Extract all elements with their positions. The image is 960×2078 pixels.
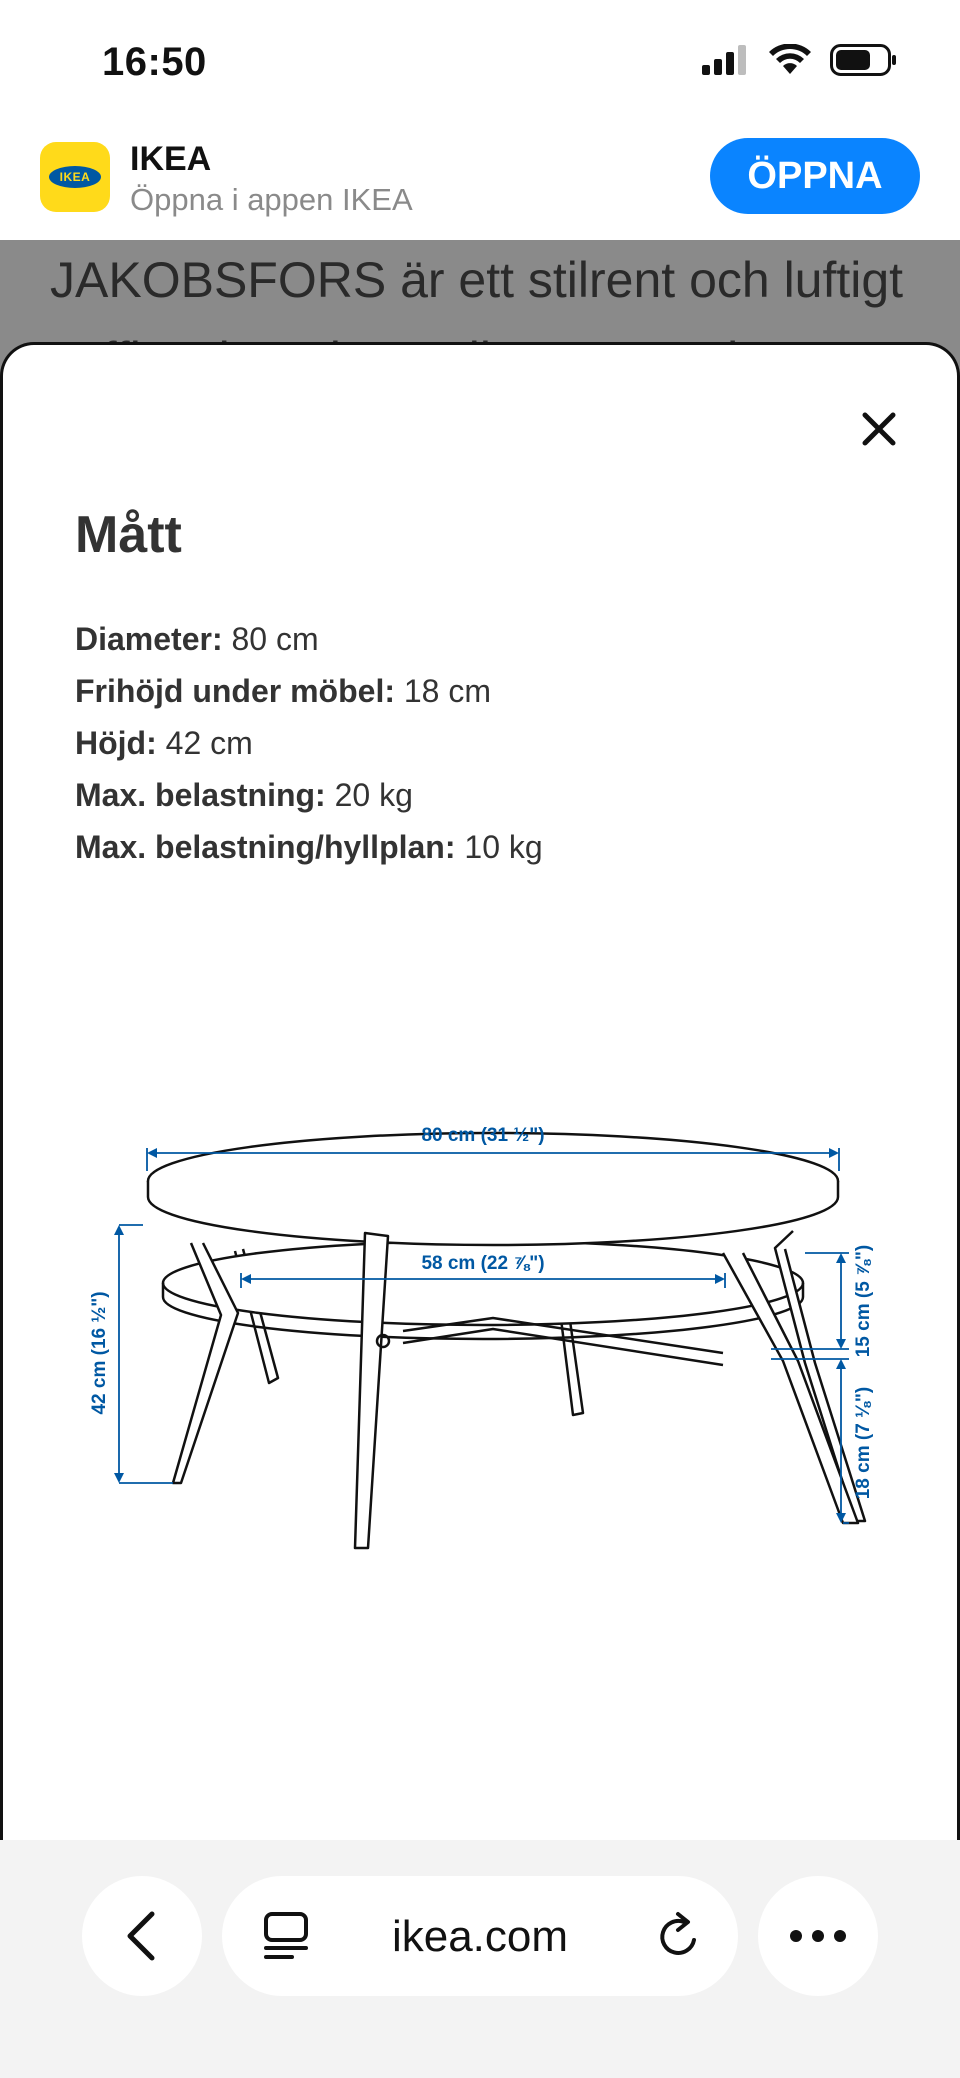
wifi-icon xyxy=(768,44,812,76)
modal-title: Mått xyxy=(75,506,182,564)
spec-label: Frihöjd under möbel: xyxy=(75,673,395,709)
close-button[interactable] xyxy=(851,401,907,457)
spec-value: 18 cm xyxy=(403,673,492,709)
spec-row-max-load xyxy=(75,769,543,821)
table-drawing xyxy=(148,1133,865,1548)
dimensions-modal xyxy=(0,342,960,1842)
dim-label-clearance: 18 cm (7 ⅛") xyxy=(853,1386,874,1500)
open-app-button[interactable]: ÖPPNA xyxy=(710,138,920,214)
more-icon xyxy=(788,1929,848,1943)
dim-label-total-height: 42 cm (16 ½") xyxy=(89,1291,110,1415)
dim-label-shelf-gap: 15 cm (5 ⅞") xyxy=(853,1244,874,1358)
spec-list xyxy=(75,613,543,873)
spec-label: Max. belastning: xyxy=(75,777,326,813)
dim-label-shelf-width: 58 cm (22 ⅞") xyxy=(421,1253,545,1274)
browser-toolbar xyxy=(0,1840,960,2078)
table-dimension-diagram xyxy=(63,1053,903,1593)
ikea-logo-text: IKEA xyxy=(49,166,101,188)
spec-row-max-load-shelf xyxy=(75,821,543,873)
spec-label: Diameter: xyxy=(75,621,223,657)
dim-label-top-width: 80 cm (31 ½") xyxy=(421,1125,545,1146)
back-button[interactable] xyxy=(82,1876,202,1996)
back-chevron-icon xyxy=(120,1908,164,1964)
app-name: IKEA xyxy=(130,140,212,178)
status-icons xyxy=(702,44,898,76)
spec-row-diameter xyxy=(75,613,543,665)
spec-label: Max. belastning/hyllplan: xyxy=(75,829,456,865)
spec-value: 20 kg xyxy=(334,777,413,813)
url-text[interactable]: ikea.com xyxy=(391,1912,569,1961)
status-time: 16:50 xyxy=(102,40,207,84)
more-button[interactable] xyxy=(758,1876,878,1996)
app-banner xyxy=(0,130,960,240)
spec-row-clearance xyxy=(75,665,543,717)
address-bar[interactable] xyxy=(222,1876,738,1996)
reload-icon[interactable] xyxy=(656,1910,704,1962)
spec-value: 10 kg xyxy=(464,829,543,865)
app-subtitle: Öppna i appen IKEA xyxy=(130,182,413,217)
battery-icon xyxy=(830,44,898,76)
spec-row-height xyxy=(75,717,543,769)
spec-value: 80 cm xyxy=(231,621,319,657)
signal-icon xyxy=(702,45,750,75)
ikea-logo xyxy=(40,142,110,212)
spec-label: Höjd: xyxy=(75,725,157,761)
status-bar xyxy=(0,0,960,130)
product-description: JAKOBSFORS är ett stilrent och luftigt xyxy=(50,252,904,308)
spec-value: 42 cm xyxy=(165,725,253,761)
close-icon xyxy=(851,401,907,457)
